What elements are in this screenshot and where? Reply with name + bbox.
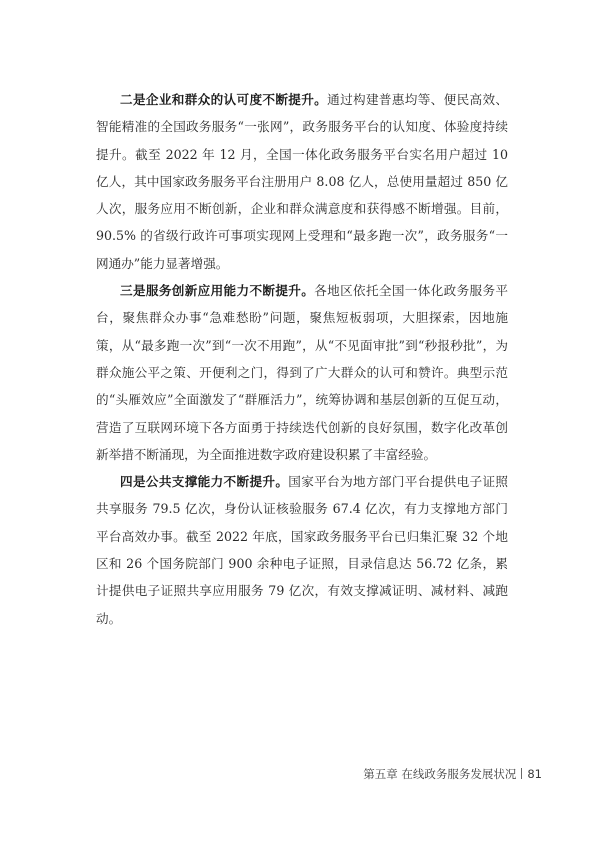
paragraph-user-recognition (96, 86, 508, 277)
paragraph-service-innovation (96, 277, 508, 468)
paragraph-heading: 四是公共支撑能力不断提升。 (120, 474, 289, 490)
paragraph-text: 各地区依托全国一体化政务服务平台，聚焦群众办事“急难愁盼”问题，聚焦短板弱项，大胆探索，因地施策，从“最多跑一次”到“一次不用跑”，从“不见面审批”到“秒报秒批”，为群众施公平之策、开便利之门，得到了广大群众的认可和赞许。典型示范的“头雁效应”全面激发了“群雁活力”，统筹协调和基层创新的互促互动，营造了互联网环境下各方面勇于持续迭代创新的良好氛围，数字化改革创新举措不断涌现，为全面推进数字政府建设积累了丰富经验。 (96, 283, 509, 462)
paragraph-text: 通过构建普惠均等、便民高效、智能精准的全国政务服务“一张网”，政务服务平台的认知度、体验度持续提升。截至 2022 年 12 月，全国一体化政务服务平台实名用户超过 10 亿人，其中国家政务服务平台注册用户 8.08 亿人，总使用量超过 850 亿人次，服务应用不断创新，企业和群众满意度和获得感不断增强。目前，90.5% 的省级行政许可事项实现网上受理和“最多跑一次”，政务服务“一网通办”能力显著增强。 (96, 92, 509, 271)
paragraph-public-support (96, 468, 508, 632)
paragraph-heading: 二是企业和群众的认可度不断提升。 (120, 92, 328, 107)
footer-title: 在线政务服务发展状况 (401, 767, 517, 781)
footer-chapter: 第五章 (363, 767, 398, 781)
page-number: 81 (527, 767, 542, 781)
paragraph-heading: 三是服务创新应用能力不断提升。 (120, 283, 315, 299)
paragraph-text: 国家平台为地方部门平台提供电子证照共享服务 79.5 亿次，身份认证核验服务 67.4 亿次，有力支撑地方部门平台高效办事。截至 2022 年底，国家政务服务平台已归集汇聚 32 个地区和 26 个国务院部门 900 余种电子证照，目录信息达 56.72 亿条，累计提供电子证照共享应用服务 79 亿次，有效支撑减证明、减材料、减跑动。 (96, 474, 509, 626)
page-footer (363, 766, 542, 782)
footer-separator (521, 768, 522, 779)
page-body (96, 86, 508, 632)
